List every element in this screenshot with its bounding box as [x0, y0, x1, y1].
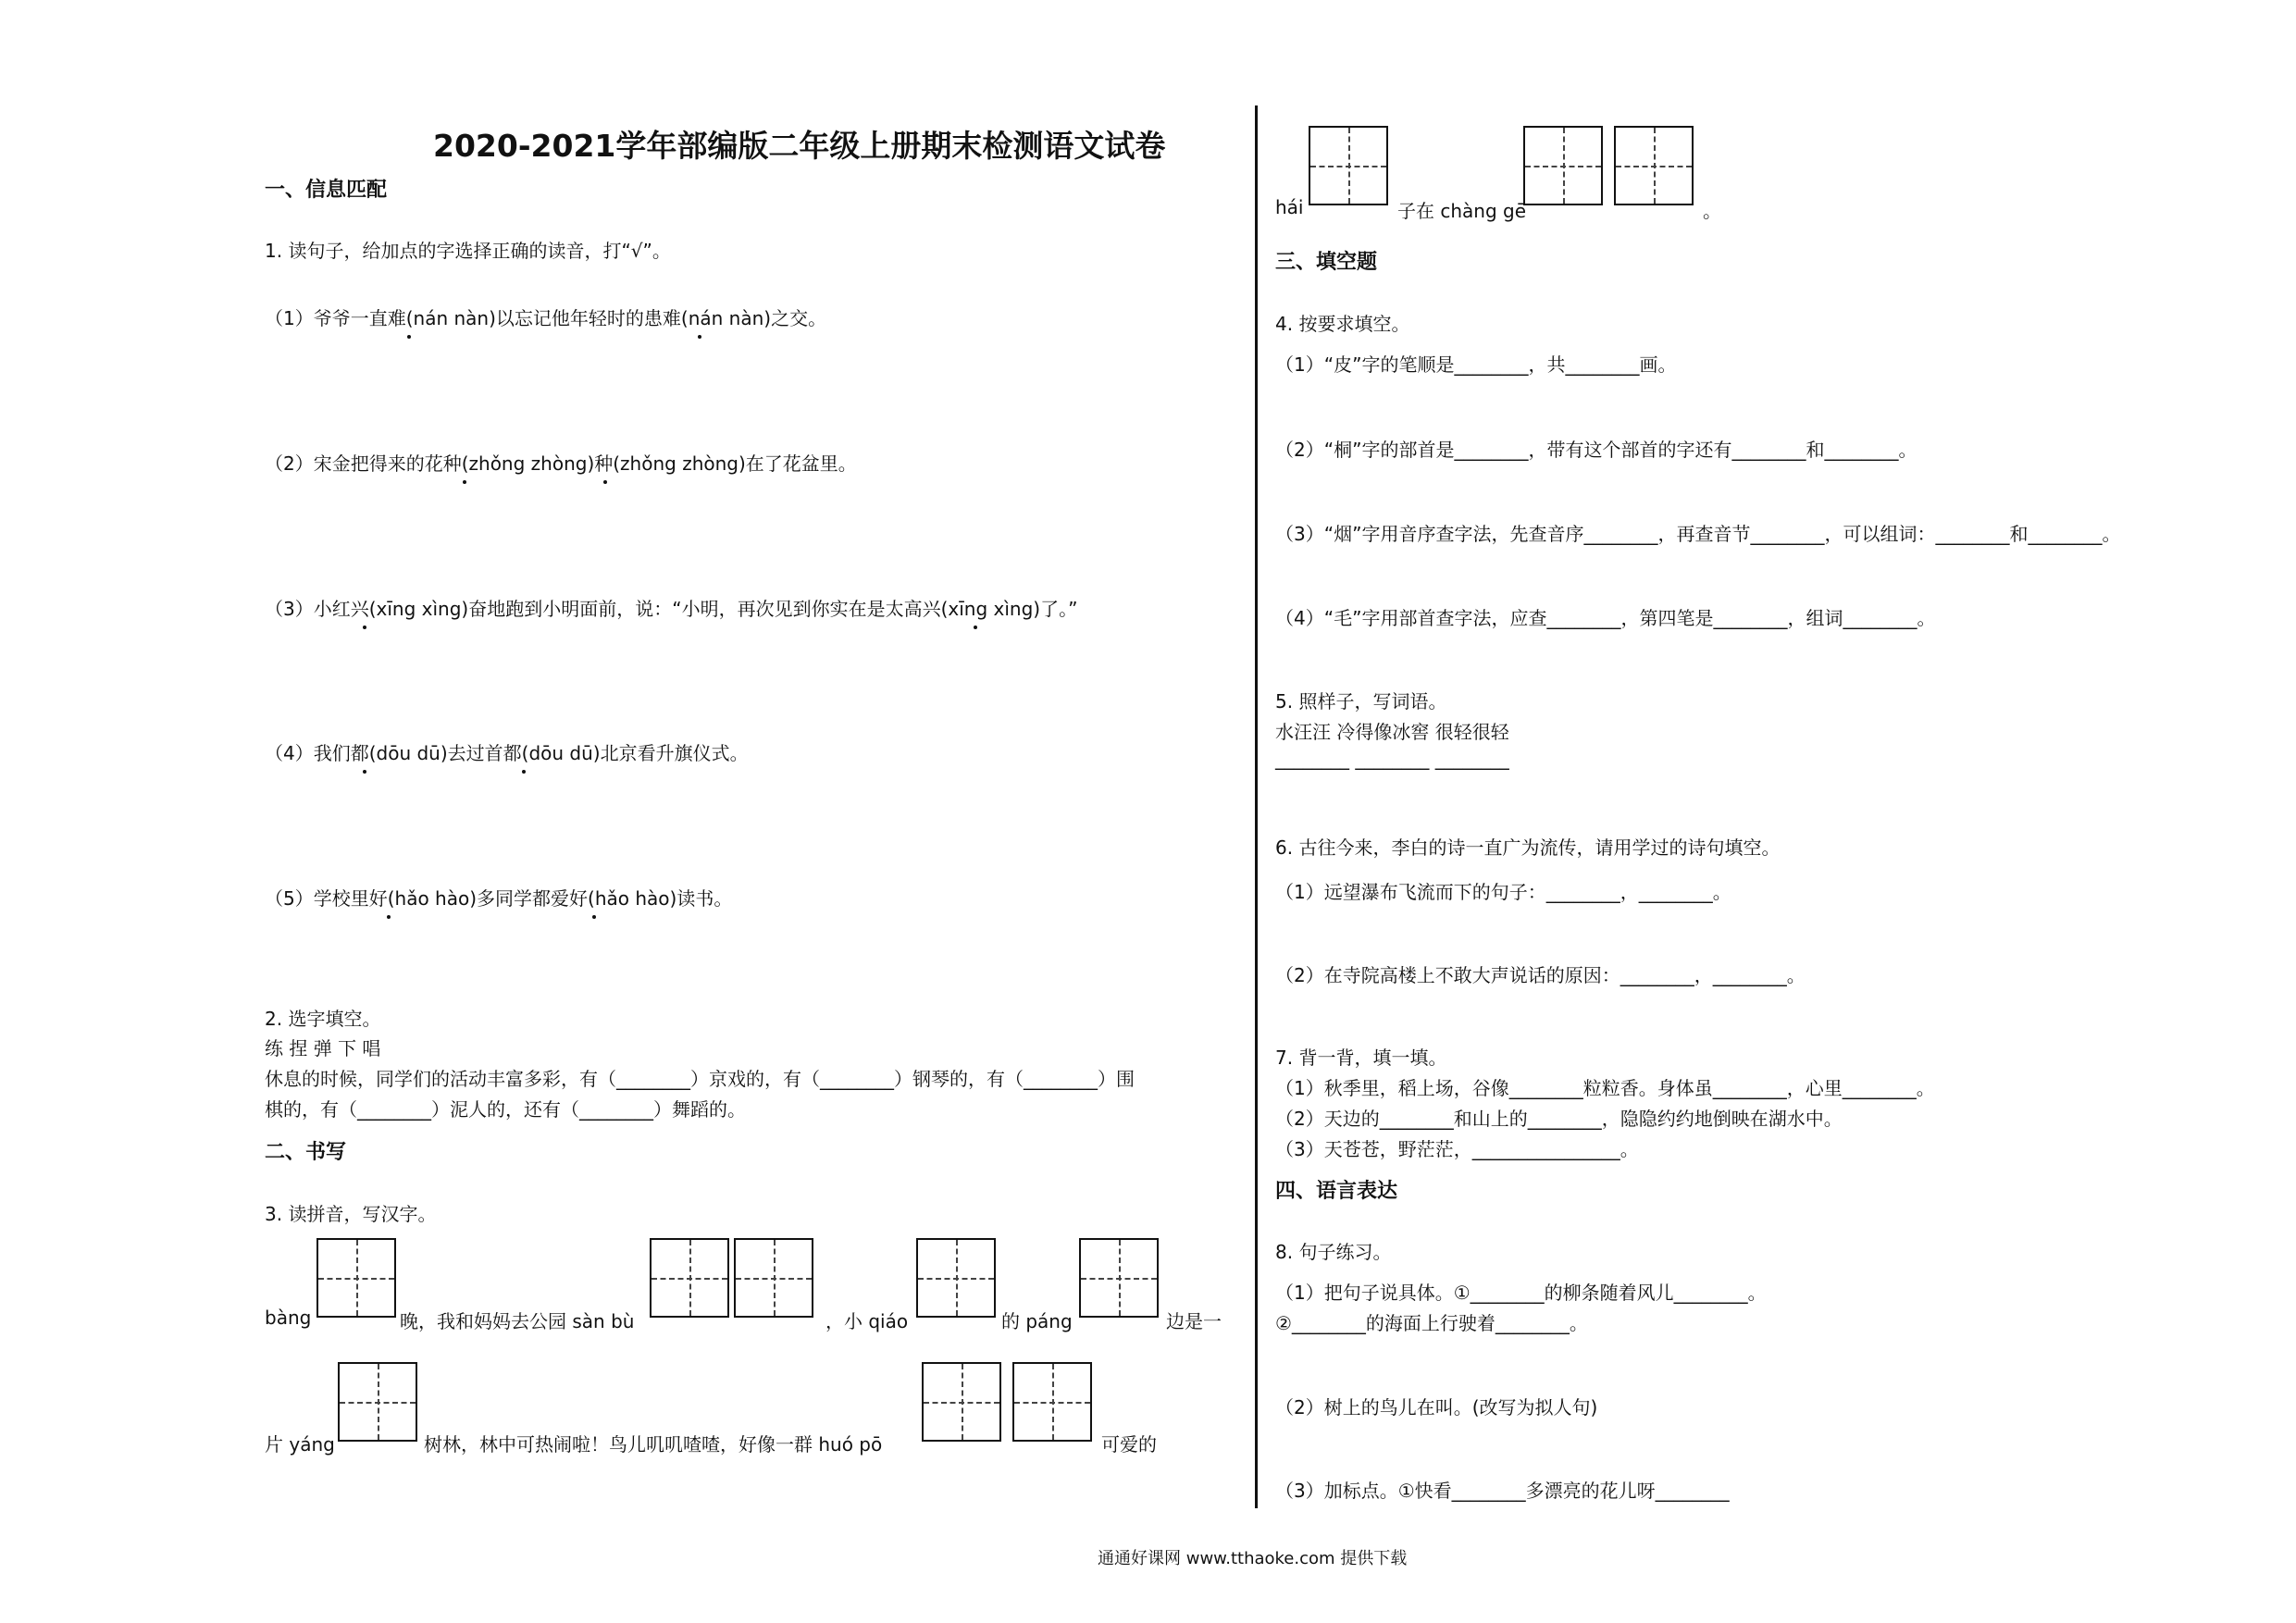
emphasis-dot: [363, 770, 366, 774]
character-writing-box[interactable]: [1012, 1362, 1092, 1442]
character-writing-box[interactable]: [1079, 1238, 1159, 1318]
question-4-item-3: （3）“烟”字用音序查字法，先查音序________，再查音节________，可以组词：________和________。: [1275, 523, 2121, 545]
emphasis-dot: [463, 480, 466, 484]
question-1-item-2: （2）宋金把得来的花种(zhǒng zhòng)种(zhǒng zhòng)在了花盆里。: [265, 452, 857, 475]
right-top-text-2: 。: [1703, 200, 1721, 222]
question-1-item-3: （3）小红兴(xīng xìng)奋地跑到小明面前，说：“小明，再次见到你实在是太高兴(xīng xìng)了。”: [265, 598, 1078, 620]
question-3: 3. 读拼音，写汉字。: [265, 1203, 437, 1225]
question-5: 5. 照样子，写词语。: [1275, 690, 1447, 712]
question-5-example: 水汪汪 冷得像冰窖 很轻很轻: [1275, 721, 1509, 743]
right-top-text-1: 子在 chàng gē: [1397, 200, 1527, 222]
question-4: 4. 按要求填空。: [1275, 313, 1410, 335]
page-footer: 通通好课网 www.tthaoke.com 提供下载: [1098, 1549, 1408, 1568]
question-7-item-1: （1）秋季里，稻上场，谷像________粒粒香。身体虽________，心里________。: [1275, 1077, 1935, 1099]
emphasis-dot: [603, 480, 607, 484]
character-writing-box[interactable]: [734, 1238, 813, 1318]
character-writing-box[interactable]: [316, 1238, 396, 1318]
question-8-item-3: （3）加标点。①快看________多漂亮的花儿呀________: [1275, 1480, 1730, 1502]
question-2-line-1: 休息的时候，同学们的活动丰富多彩，有（________）京戏的，有（________）钢琴的，有（________）围: [265, 1068, 1135, 1090]
question-4-item-4: （4）“毛”字用部首查字法，应查________，第四笔是________，组词________。: [1275, 607, 1936, 629]
emphasis-dot: [698, 335, 701, 339]
section-heading-4: 四、语言表达: [1275, 1180, 1398, 1203]
section-heading-1: 一、信息匹配: [265, 179, 388, 202]
emphasis-dot: [522, 770, 526, 774]
column-divider: [1255, 105, 1258, 1508]
emphasis-dot: [592, 915, 596, 919]
question-8-item-1b: ②________的海面上行驶着________。: [1275, 1312, 1588, 1334]
question-6: 6. 古往今来，李白的诗一直广为流传，请用学过的诗句填空。: [1275, 836, 1781, 859]
character-writing-box[interactable]: [650, 1238, 729, 1318]
question-5-blanks: ________ ________ ________: [1275, 748, 1509, 770]
question-1-item-5: （5）学校里好(hǎo hào)多同学都爱好(hǎo hào)读书。: [265, 887, 733, 910]
question-3-text-4: 边是一: [1166, 1310, 1222, 1332]
character-writing-box[interactable]: [1523, 126, 1603, 205]
question-7: 7. 背一背，填一填。: [1275, 1047, 1447, 1069]
character-writing-box[interactable]: [338, 1362, 417, 1442]
emphasis-dot: [387, 915, 391, 919]
question-3-text-3: 的 páng: [1001, 1310, 1073, 1332]
question-2-line-2: 棋的，有（________）泥人的，还有（________）舞蹈的。: [265, 1098, 746, 1121]
question-3-text-1: 晚，我和妈妈去公园 sàn bù: [400, 1310, 635, 1332]
character-writing-box[interactable]: [916, 1238, 996, 1318]
question-4-item-1: （1）“皮”字的笔顺是________，共________画。: [1275, 353, 1677, 376]
question-8: 8. 句子练习。: [1275, 1241, 1392, 1263]
question-3-line2-text-1: 片 yáng: [265, 1433, 335, 1456]
emphasis-dot: [974, 626, 977, 629]
character-writing-box[interactable]: [1309, 126, 1388, 205]
emphasis-dot: [407, 335, 411, 339]
question-7-item-3: （3）天苍苍，野茫茫，________________。: [1275, 1138, 1639, 1160]
emphasis-dot: [363, 626, 366, 629]
character-writing-box[interactable]: [1614, 126, 1694, 205]
section-heading-3: 三、填空题: [1275, 251, 1378, 274]
pinyin-bang: bàng: [265, 1307, 312, 1329]
question-2: 2. 选字填空。: [265, 1008, 381, 1030]
question-1-item-4: （4）我们都(dōu dū)去过首都(dōu dū)北京看升旗仪式。: [265, 742, 749, 764]
question-2-word-bank: 练 捏 弹 下 唱: [265, 1037, 381, 1059]
question-6-item-1: （1）远望瀑布飞流而下的句子：________，________。: [1275, 881, 1731, 903]
pinyin-hai: hái: [1275, 196, 1304, 218]
page-title: 2020-2021学年部编版二年级上册期末检测语文试卷: [433, 128, 1166, 164]
question-3-text-2: ，小 qiáo: [825, 1310, 909, 1332]
question-7-item-2: （2）天边的________和山上的________，隐隐约约地倒映在湖水中。: [1275, 1108, 1843, 1130]
question-1: 1. 读句子，给加点的字选择正确的读音，打“√”。: [265, 240, 671, 262]
character-writing-box[interactable]: [922, 1362, 1001, 1442]
question-8-item-2: （2）树上的鸟儿在叫。(改写为拟人句): [1275, 1396, 1598, 1419]
question-4-item-2: （2）“桐”字的部首是________，带有这个部首的字还有________和________。: [1275, 439, 1917, 461]
question-1-item-1: （1）爷爷一直难(nán nàn)以忘记他年轻时的患难(nán nàn)之交。: [265, 307, 827, 329]
question-3-line2-text-3: 可爱的: [1101, 1433, 1157, 1456]
question-6-item-2: （2）在寺院高楼上不敢大声说话的原因：________，________。: [1275, 964, 1806, 986]
question-3-line2-text-2: 树林，林中可热闹啦！鸟儿叽叽喳喳，好像一群 huó pō: [424, 1433, 883, 1456]
section-heading-2: 二、书写: [265, 1141, 347, 1164]
question-8-item-1: （1）把句子说具体。①________的柳条随着风儿________。: [1275, 1282, 1767, 1304]
